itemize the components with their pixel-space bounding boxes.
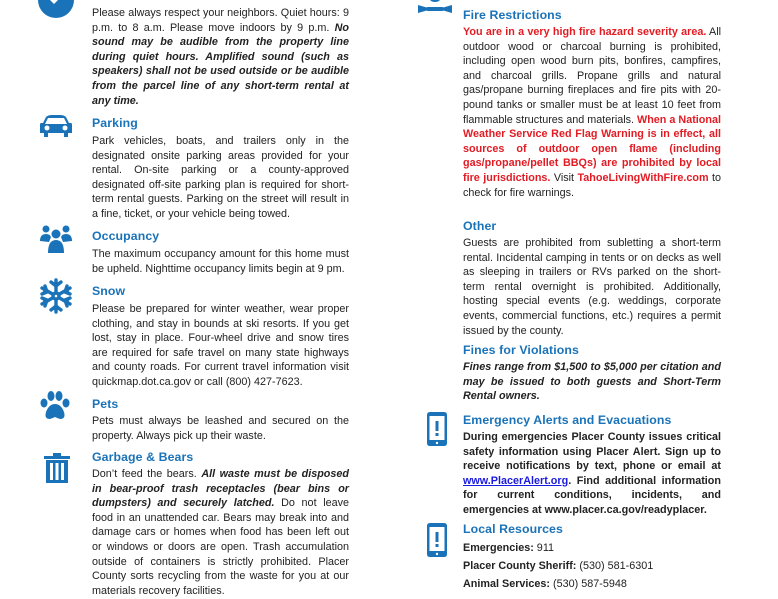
resource-value: 911 [533,542,555,554]
fire-text [463,25,721,200]
campfire-icon [418,0,452,16]
noise-text-emphasis: No sound may be audible from the property line during quiet hours. Amplified sound (such as speakers) shall not be used outside or be audible from the parcel line of any short-term rental at any time. [92,21,349,107]
resource-label: Emergencies: [463,542,534,554]
snowflake-icon [39,278,73,314]
occupancy-text: The maximum occupancy amount for this home must be upheld. Nighttime occupancy limits begin at 9 pm. [92,248,349,275]
phone-alert-icon [427,412,447,446]
phone-alert-icon [427,523,447,557]
resource-value: (530) 587-5948 [550,578,627,590]
pets-heading: Pets [92,397,119,411]
parking-heading: Parking [92,116,138,130]
garbage-heading: Garbage & Bears [92,450,194,464]
parking-text: Park vehicles, boats, and trailers only in the designated onsite parking areas provided for your rental. On-site parking or a county-approved designated off-site parking plan is required for short-term rental guests. Parking on the street will result in a fine, ticket, or your vehicle being towed. [92,135,349,220]
fire-heading: Fire Restrictions [463,8,562,22]
resource-item [463,560,653,572]
car-icon [40,115,72,139]
emergency-text-post: . Find additional information for current conditions, incidents, and emergencies at www.placer.ca.gov/readyplacer. [463,474,721,516]
garbage-text-emphasis: All waste must be disposed in bear-proof trash receptacles (bear bins or dumpsters) and securely latched. [92,468,349,510]
occupancy-heading: Occupancy [92,229,160,243]
snow-heading: Snow [92,284,126,298]
fire-text-plain: All outdoor wood or charcoal burning is prohibited, including open wood burn pits, bonfires, campfires, and charcoal grills. Propane grills and natural gas/propane burning fireplaces and fire pits with 20-pound tanks or smaller must be at least 10 feet from flammable structures and materials. [463,26,722,126]
noise-text-plain: Please always respect your neighbors. Quiet hours: 9 p.m. to 8 a.m. Please move indoors by 9 p.m. [92,7,349,34]
fire-warning-severity: You are in a very high fire hazard severity area. [463,26,707,38]
pets-text: Pets must always be leashed and secured on the property. Always pick up their waste. [92,415,349,442]
emergency-heading: Emergency Alerts and Evacuations [463,413,672,427]
placer-alert-link[interactable]: www.PlacerAlert.org [463,474,569,487]
tahoe-living-with-fire-link[interactable]: TahoeLivingWithFire.com [577,171,709,184]
resource-label: Animal Services: [463,578,551,590]
fire-visit-text: Visit [550,171,578,184]
fire-text-end: to check for fire warnings. [463,171,721,199]
trash-can-icon [44,453,70,483]
snow-text: Please be prepared for winter weather, wear proper clothing, and stay in bounds at ski resorts. If you get lost, stay in place. Four-wheel drive and snow tires are required for safe travel on many state highways and county roads. For current travel information visit quickmap.dot.ca.gov or call (800) 427-7623. [92,303,349,388]
resource-label: Placer County Sheriff: [463,560,577,572]
resource-item [463,542,554,554]
people-group-icon [40,225,72,253]
other-heading: Other [463,219,497,233]
other-text: Guests are prohibited from subletting a short-term rental. Incidental camping in tents or on decks as well as sleeping in trailers or RVs parked on the short-term rental overnight is prohibited. Additionally, hosting special events (e.g. weddings, corporate events, commercial functions, etc.) requires a permit issued by the county. [463,237,721,337]
emergency-text [463,430,721,518]
red-flag-warning-text: When a National Weather Service Red Flag Warning is in effect, all sources of outdoor open flame (including gas/propane/pellet BBQs) are prohibited by local fire jurisdictions. [463,113,721,184]
emergency-text-pre: During emergencies Placer County issues critical safety information using Placer Alert. Sign up to receive notifications by text, phone or email at [463,431,721,473]
resource-item [463,578,627,590]
garbage-text [92,467,349,598]
garbage-text-pre: Don’t feed the bears. [92,468,202,480]
paw-icon [40,391,70,421]
fines-text-emphasis: Fines range from $1,500 to $5,000 per citation and may be issued to both guests and Short-Term Rental owners. [463,361,721,403]
noise-text [92,6,349,108]
local-resources-heading: Local Resources [463,522,563,536]
megaphone-icon [38,0,74,18]
garbage-text-post: Do not leave food in an unattended car. Bears may break into and damage cars or homes when food has been left out or windows or doors are open. Trash accumulation outside of containers is strictly prohibited. Placer County sorts recycling from the waste for you at our materials recovery facilities. [92,497,350,597]
resource-value: (530) 581-6301 [576,560,654,572]
fines-heading: Fines for Violations [463,343,579,357]
fines-text [463,360,721,404]
